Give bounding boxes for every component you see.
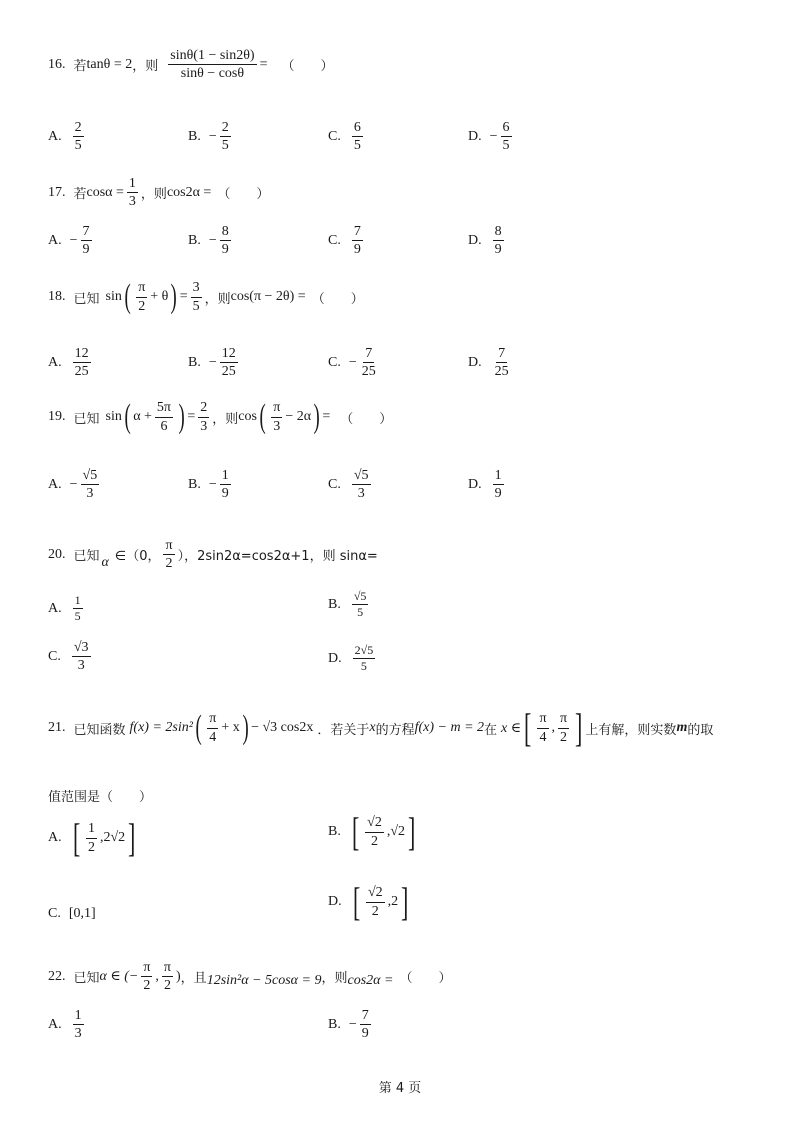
condition-lhs: cosα = — [86, 184, 124, 200]
connector: ，则 — [204, 291, 231, 307]
equals-sign: = — [187, 409, 196, 424]
answer-blank: （ ） — [311, 291, 364, 307]
interval-lower — [86, 821, 97, 855]
option-sign: − — [208, 476, 217, 492]
question-20 — [48, 538, 378, 572]
option-label: C. — [328, 476, 341, 492]
inner-fraction — [136, 280, 147, 314]
option-d[interactable] — [468, 468, 507, 502]
fraction-numerator: 2√5 — [353, 644, 376, 659]
fraction-numerator: π — [141, 960, 152, 977]
fraction-denominator: 9 — [221, 242, 229, 258]
option-label: C. — [48, 906, 61, 921]
option-fraction — [360, 346, 378, 380]
fraction-denominator: 5 — [192, 298, 200, 314]
option-fraction — [73, 120, 84, 154]
option-label: B. — [188, 354, 201, 370]
fraction-denominator: 2 — [138, 298, 146, 314]
interval-upper: √2 — [390, 824, 406, 839]
condition-fraction — [127, 176, 138, 210]
comma-icon: , — [99, 830, 104, 845]
option-fraction — [352, 590, 369, 619]
fraction-numerator: π — [558, 711, 569, 728]
answer-blank: （ ） — [217, 187, 270, 203]
domain-upper — [558, 711, 569, 745]
fraction-denominator: 3 — [200, 418, 208, 434]
fraction-numerator: π — [271, 400, 282, 417]
option-a[interactable] — [48, 346, 94, 380]
fraction-denominator: 9 — [353, 242, 361, 258]
fraction-denominator: 5 — [74, 609, 81, 624]
fraction-numerator: 1 — [127, 176, 138, 193]
rhs-fraction — [198, 400, 209, 434]
inner-fraction — [155, 400, 173, 434]
fraction-denominator: 5 — [221, 138, 229, 154]
fraction-numerator: √3 — [72, 640, 91, 657]
option-label: C. — [328, 232, 341, 248]
fraction-denominator: 2 — [371, 903, 379, 919]
right-bracket-icon: ] — [128, 815, 136, 860]
option-label: D. — [468, 128, 482, 144]
fraction-numerator: π — [162, 960, 173, 977]
comma-icon: , — [387, 894, 392, 909]
option-fraction — [220, 224, 231, 258]
option-b[interactable] — [328, 1008, 374, 1042]
option-fraction — [352, 224, 363, 258]
fraction-denominator: 4 — [209, 729, 217, 745]
option-fraction — [73, 346, 91, 380]
fraction-denominator: 9 — [361, 1026, 369, 1042]
domain-lower — [141, 960, 152, 994]
fraction-denominator: 2 — [87, 839, 95, 855]
option-fraction — [360, 1008, 371, 1042]
fraction-denominator: 9 — [494, 486, 502, 502]
question-prefix: 已知 — [73, 971, 100, 987]
interval-upper: 2 — [391, 894, 399, 909]
fraction-denominator: 9 — [221, 486, 229, 502]
text-segment: 的取 — [687, 722, 714, 738]
option-fraction — [81, 224, 92, 258]
option-label: B. — [328, 824, 341, 839]
fraction-numerator: 7 — [352, 224, 363, 241]
option-fraction — [73, 1008, 84, 1042]
option-d[interactable] — [328, 644, 378, 673]
question-prefix: 已知 — [73, 549, 100, 565]
fraction-numerator: π — [163, 538, 174, 555]
variable-x: x — [369, 720, 376, 735]
connector: ，则 — [212, 411, 239, 427]
question-number: 19. — [48, 409, 66, 424]
fraction-numerator: √5 — [352, 468, 371, 485]
question-number: 17. — [48, 184, 66, 200]
option-fraction — [220, 120, 231, 154]
connector: ，则 — [321, 971, 348, 987]
function-name: sin — [105, 289, 122, 304]
fraction-numerator: 12 — [220, 346, 238, 363]
inner-tail: + x — [221, 720, 240, 735]
option-a[interactable] — [48, 468, 102, 502]
option-fraction — [493, 224, 504, 258]
fraction-numerator: 6 — [501, 120, 512, 137]
domain-upper — [162, 960, 173, 994]
inner-tail: − 2α — [285, 409, 312, 424]
text-segment: 上有解，则实数 — [585, 722, 677, 738]
fraction-numerator: 7 — [496, 346, 507, 363]
equals-sign: = — [179, 289, 188, 304]
function-name-2: cos — [238, 409, 257, 424]
fraction-denominator: 9 — [82, 242, 90, 258]
option-label: D. — [328, 894, 342, 909]
option-d[interactable] — [328, 879, 411, 924]
option-label: C. — [328, 354, 341, 370]
left-bracket-icon: [ — [524, 705, 532, 750]
option-b[interactable] — [188, 346, 241, 380]
question-prefix: 若 — [73, 59, 87, 75]
option-b[interactable] — [328, 809, 418, 854]
option-label: A. — [48, 232, 62, 248]
question-21 — [48, 705, 714, 750]
left-bracket-icon: [ — [351, 809, 360, 854]
option-label: A. — [48, 128, 62, 144]
option-a[interactable] — [48, 120, 87, 154]
option-c[interactable] — [48, 640, 94, 674]
target-expression: cos(π − 2θ) = — [230, 289, 306, 304]
fraction-numerator: 2 — [198, 400, 209, 417]
right-paren-icon: ) — [178, 398, 185, 435]
equals-sign: = — [322, 409, 331, 424]
inner-fraction — [207, 711, 218, 745]
fraction-numerator: 1 — [73, 594, 83, 609]
fraction-denominator: sinθ − cosθ — [180, 66, 245, 82]
question-number: 21. — [48, 720, 66, 735]
interval: [0,1] — [68, 906, 96, 921]
variable: α — [101, 554, 109, 570]
option-b[interactable] — [188, 120, 234, 154]
fraction-denominator: 3 — [357, 486, 365, 502]
question-21-line-2: 值范围是（ ） — [48, 790, 153, 805]
comma-icon: , — [386, 824, 391, 839]
domain-close: ) — [176, 968, 181, 984]
option-a[interactable] — [48, 594, 86, 623]
option-sign: − — [208, 128, 217, 144]
option-fraction — [501, 120, 512, 154]
fraction-numerator: 1 — [73, 1008, 84, 1025]
text-segment: ．若关于 — [317, 722, 370, 738]
option-fraction — [493, 346, 511, 380]
answer-blank: （ ） — [340, 411, 393, 427]
right-paren-icon: ) — [313, 398, 320, 435]
option-fraction — [81, 468, 100, 502]
function-definition: f(x) = 2sin² — [129, 720, 193, 735]
question-number: 22. — [48, 968, 66, 984]
option-c[interactable] — [48, 906, 96, 922]
question-number: 20. — [48, 546, 66, 562]
variable-m: m — [676, 720, 688, 735]
option-fraction — [352, 120, 363, 154]
fraction-denominator: 25 — [494, 364, 509, 380]
fraction-numerator: sinθ(1 − sin2θ) — [168, 48, 256, 65]
option-a[interactable] — [48, 815, 138, 860]
option-b[interactable] — [188, 224, 234, 258]
option-label: D. — [468, 476, 482, 492]
fraction-numerator: 8 — [220, 224, 231, 241]
fraction-denominator: 5 — [353, 138, 361, 154]
connector: ，则 — [140, 187, 167, 203]
fraction-numerator: 2 — [220, 120, 231, 137]
fraction-denominator: 2 — [163, 978, 171, 994]
option-fraction — [220, 346, 238, 380]
question-16 — [48, 48, 333, 82]
left-paren-icon: ( — [124, 278, 131, 315]
option-label: B. — [188, 232, 201, 248]
option-label: A. — [48, 830, 62, 845]
equals-sign: = — [259, 56, 268, 72]
rhs-fraction — [191, 280, 202, 314]
fraction-numerator: π — [537, 711, 548, 728]
option-label: D. — [468, 354, 482, 370]
fraction-numerator: 6 — [352, 120, 363, 137]
option-label: B. — [188, 128, 201, 144]
left-bracket-icon: [ — [352, 879, 360, 924]
option-label: A. — [48, 600, 62, 616]
target-expression: cos2α = — [166, 184, 212, 200]
option-sign: − — [69, 476, 78, 492]
interval-upper: 2√2 — [103, 830, 126, 845]
fraction-denominator: 2 — [143, 978, 151, 994]
left-paren-icon: ( — [124, 398, 131, 435]
fraction-denominator: 4 — [539, 729, 547, 745]
inner-fraction-2 — [271, 400, 282, 434]
option-label: C. — [48, 648, 61, 664]
option-c[interactable] — [328, 120, 366, 154]
option-a[interactable] — [48, 1008, 87, 1042]
question-19 — [48, 400, 392, 434]
option-a[interactable] — [48, 224, 95, 258]
domain-prefix: x ∈ — [501, 720, 522, 736]
right-bracket-icon: ] — [408, 809, 416, 854]
set-open: ∈（0， — [114, 549, 161, 565]
option-fraction — [353, 644, 376, 673]
option-sign: − — [208, 354, 217, 370]
page-footer: 第 4 页 — [378, 1081, 422, 1096]
inner-tail: + θ — [150, 289, 169, 304]
option-label: A. — [48, 476, 62, 492]
left-paren-icon: ( — [195, 709, 202, 746]
question-statement: ），2sin2α=cos2α+1，则 sinα= — [177, 549, 378, 565]
fraction-denominator: 25 — [74, 364, 89, 380]
target-expression: cos2α = — [347, 972, 394, 988]
fraction-denominator: 5 — [74, 138, 82, 154]
option-fraction — [73, 594, 83, 623]
fraction-denominator: 3 — [74, 1026, 82, 1042]
function-definition-tail: − √3 cos2x — [251, 720, 314, 735]
set-fraction — [163, 538, 174, 572]
fraction-numerator: 1 — [220, 468, 231, 485]
fraction-denominator: 3 — [273, 418, 281, 434]
option-d[interactable] — [468, 224, 507, 258]
comma: , — [155, 968, 159, 984]
fraction-denominator: 25 — [361, 364, 376, 380]
fraction-numerator: 7 — [81, 224, 92, 241]
left-bracket-icon: [ — [72, 815, 80, 860]
fraction-numerator: 7 — [363, 346, 374, 363]
domain-open: α ∈ (− — [99, 969, 139, 985]
fraction-numerator: √2 — [365, 815, 384, 832]
question-18 — [48, 280, 364, 314]
fraction-denominator: 2 — [560, 729, 568, 745]
fraction-numerator: 1 — [86, 821, 97, 838]
question-number: 18. — [48, 289, 66, 304]
option-label: C. — [328, 128, 341, 144]
fraction-numerator: 8 — [493, 224, 504, 241]
option-b[interactable] — [188, 468, 234, 502]
answer-blank: （ ） — [281, 59, 334, 75]
fraction-denominator: 3 — [86, 486, 94, 502]
fraction-numerator: 12 — [73, 346, 91, 363]
option-sign: − — [208, 232, 217, 248]
option-fraction — [493, 468, 504, 502]
text-segment: 的方程 — [375, 722, 415, 738]
option-label: A. — [48, 354, 62, 370]
option-b[interactable] — [328, 590, 371, 619]
fraction-denominator: 2 — [165, 556, 173, 572]
fraction-numerator: 1 — [493, 468, 504, 485]
option-label: D. — [468, 232, 482, 248]
condition: tanθ = 2 — [86, 56, 133, 72]
option-sign: − — [489, 128, 498, 144]
domain-lower — [537, 711, 548, 745]
question-prefix: 若 — [73, 187, 87, 203]
expression-fraction — [168, 48, 256, 82]
fraction-numerator: √5 — [352, 590, 369, 605]
left-paren-icon: ( — [259, 398, 266, 435]
option-label: D. — [328, 650, 342, 666]
fraction-denominator: 5 — [360, 659, 367, 674]
fraction-numerator: π — [136, 280, 147, 297]
option-label: A. — [48, 1016, 62, 1032]
question-number: 16. — [48, 56, 66, 72]
option-d[interactable] — [468, 120, 515, 154]
option-sign: − — [348, 354, 357, 370]
option-d[interactable] — [468, 346, 514, 380]
fraction-numerator: π — [207, 711, 218, 728]
option-label: B. — [328, 596, 341, 612]
function-name: sin — [105, 409, 122, 424]
fraction-numerator: √2 — [366, 885, 385, 902]
fraction-denominator: 6 — [160, 418, 168, 434]
option-sign: − — [69, 232, 78, 248]
inner-head: α + — [133, 409, 152, 424]
connector: ，则 — [132, 59, 159, 75]
option-fraction — [352, 468, 371, 502]
fraction-denominator: 5 — [502, 138, 510, 154]
equation: f(x) − m = 2 — [414, 720, 485, 735]
fraction-denominator: 5 — [357, 605, 364, 620]
interval-lower — [365, 815, 384, 849]
question-prefix: 已知 — [73, 291, 100, 307]
right-bracket-icon: ] — [401, 879, 409, 924]
fraction-numerator: 7 — [360, 1008, 371, 1025]
option-sign: − — [348, 1016, 357, 1032]
option-fraction — [72, 640, 91, 674]
fraction-numerator: 3 — [191, 280, 202, 297]
option-c[interactable] — [328, 224, 366, 258]
question-17 — [48, 176, 269, 210]
equation: 12sin²α − 5cosα = 9 — [206, 972, 322, 988]
question-prefix: 已知 — [73, 411, 100, 427]
right-paren-icon: ) — [170, 278, 178, 315]
text-segment: 在 — [484, 722, 498, 738]
answer-blank: （ ） — [399, 971, 452, 987]
fraction-denominator: 9 — [494, 242, 502, 258]
fraction-numerator: √5 — [81, 468, 100, 485]
interval-lower — [366, 885, 385, 919]
fraction-denominator: 25 — [221, 364, 236, 380]
option-label: B. — [328, 1016, 341, 1032]
right-paren-icon: ) — [242, 709, 249, 746]
connector: ，且 — [180, 971, 207, 987]
fraction-numerator: 5π — [155, 400, 173, 417]
option-c[interactable] — [328, 346, 381, 380]
fraction-numerator: 2 — [73, 120, 84, 137]
option-label: B. — [188, 476, 201, 492]
fraction-denominator: 2 — [371, 833, 379, 849]
question-22 — [48, 960, 451, 994]
comma-icon: , — [551, 720, 556, 735]
fraction-denominator: 3 — [128, 194, 136, 210]
option-c[interactable] — [328, 468, 374, 502]
option-fraction — [220, 468, 231, 502]
question-prefix: 已知函数 — [73, 722, 126, 738]
fraction-denominator: 3 — [77, 658, 85, 674]
right-bracket-icon: ] — [575, 705, 583, 750]
